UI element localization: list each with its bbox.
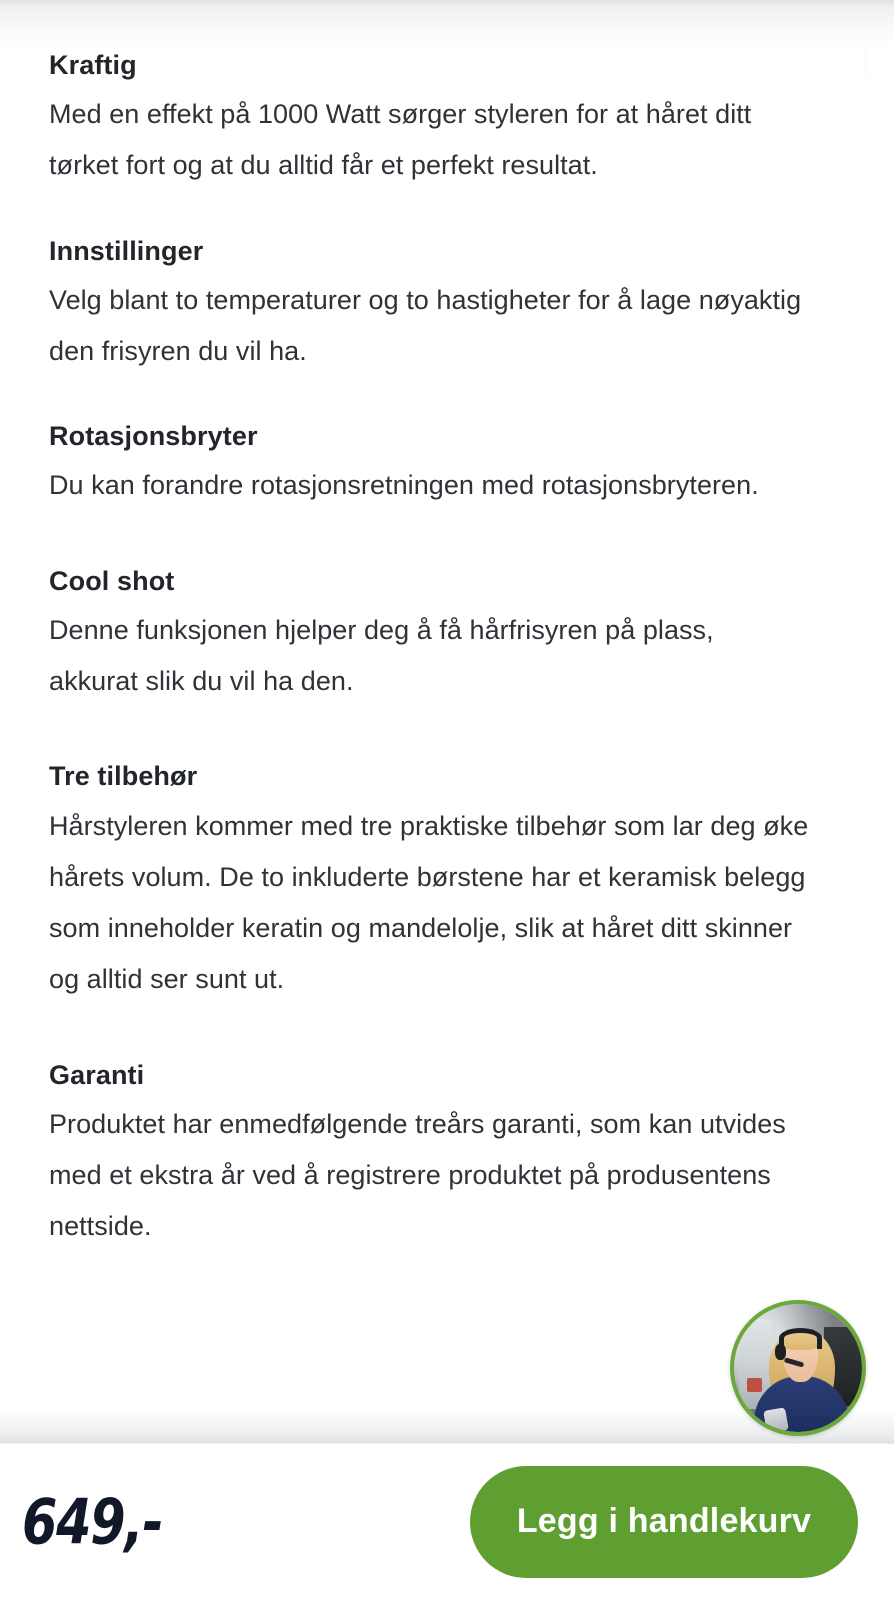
description-section [49,48,854,192]
section-title: Innstillinger [49,235,204,266]
add-to-cart-button[interactable]: Legg i handlekurv [470,1466,858,1578]
support-agent-avatar-icon [734,1304,862,1432]
description-section [49,234,854,378]
price-container [22,1485,162,1558]
section-title: Tre tilbehør [49,761,198,792]
product-price: 649,- [22,1485,163,1558]
description-section [49,564,854,708]
section-title: Rotasjonsbryter [49,421,258,452]
section-title: Kraftig [49,50,137,80]
section-body: Med en effekt på 1000 Watt sørger styleren for at håret ditt tørket fort og at du alltid får et perfekt resultat. [49,99,752,181]
description-section [49,759,854,1005]
section-body: Produktet har enmedfølgende treårs garanti, som kan utvides med et ekstra år ved å registrere produktet på produsentens nettside. [49,1108,786,1242]
section-title: Garanti [49,1059,145,1090]
section-body: Du kan forandre rotasjonsretningen med rotasjonsbryteren. [49,470,759,501]
buy-bar [0,1443,894,1600]
description-section [49,419,854,511]
section-body: Denne funksjonen hjelper deg å få hårfrisyren på plass, akkurat slik du vil ha den. [49,614,714,697]
section-title: Cool shot [49,565,175,596]
section-body: Hårstyleren kommer med tre praktiske tilbehør som lar deg øke hårets volum. De to inkluderte børstene har et keramisk belegg som inneholder keratin og mandelolje, slik at håret ditt skinner og alltid ser sunt ut. [49,810,809,995]
section-body: Velg blant to temperaturer og to hastigheter for å lage nøyaktig den frisyren du vil ha. [49,284,802,367]
support-chat-widget[interactable] [730,1300,866,1436]
description-section [49,1058,854,1253]
